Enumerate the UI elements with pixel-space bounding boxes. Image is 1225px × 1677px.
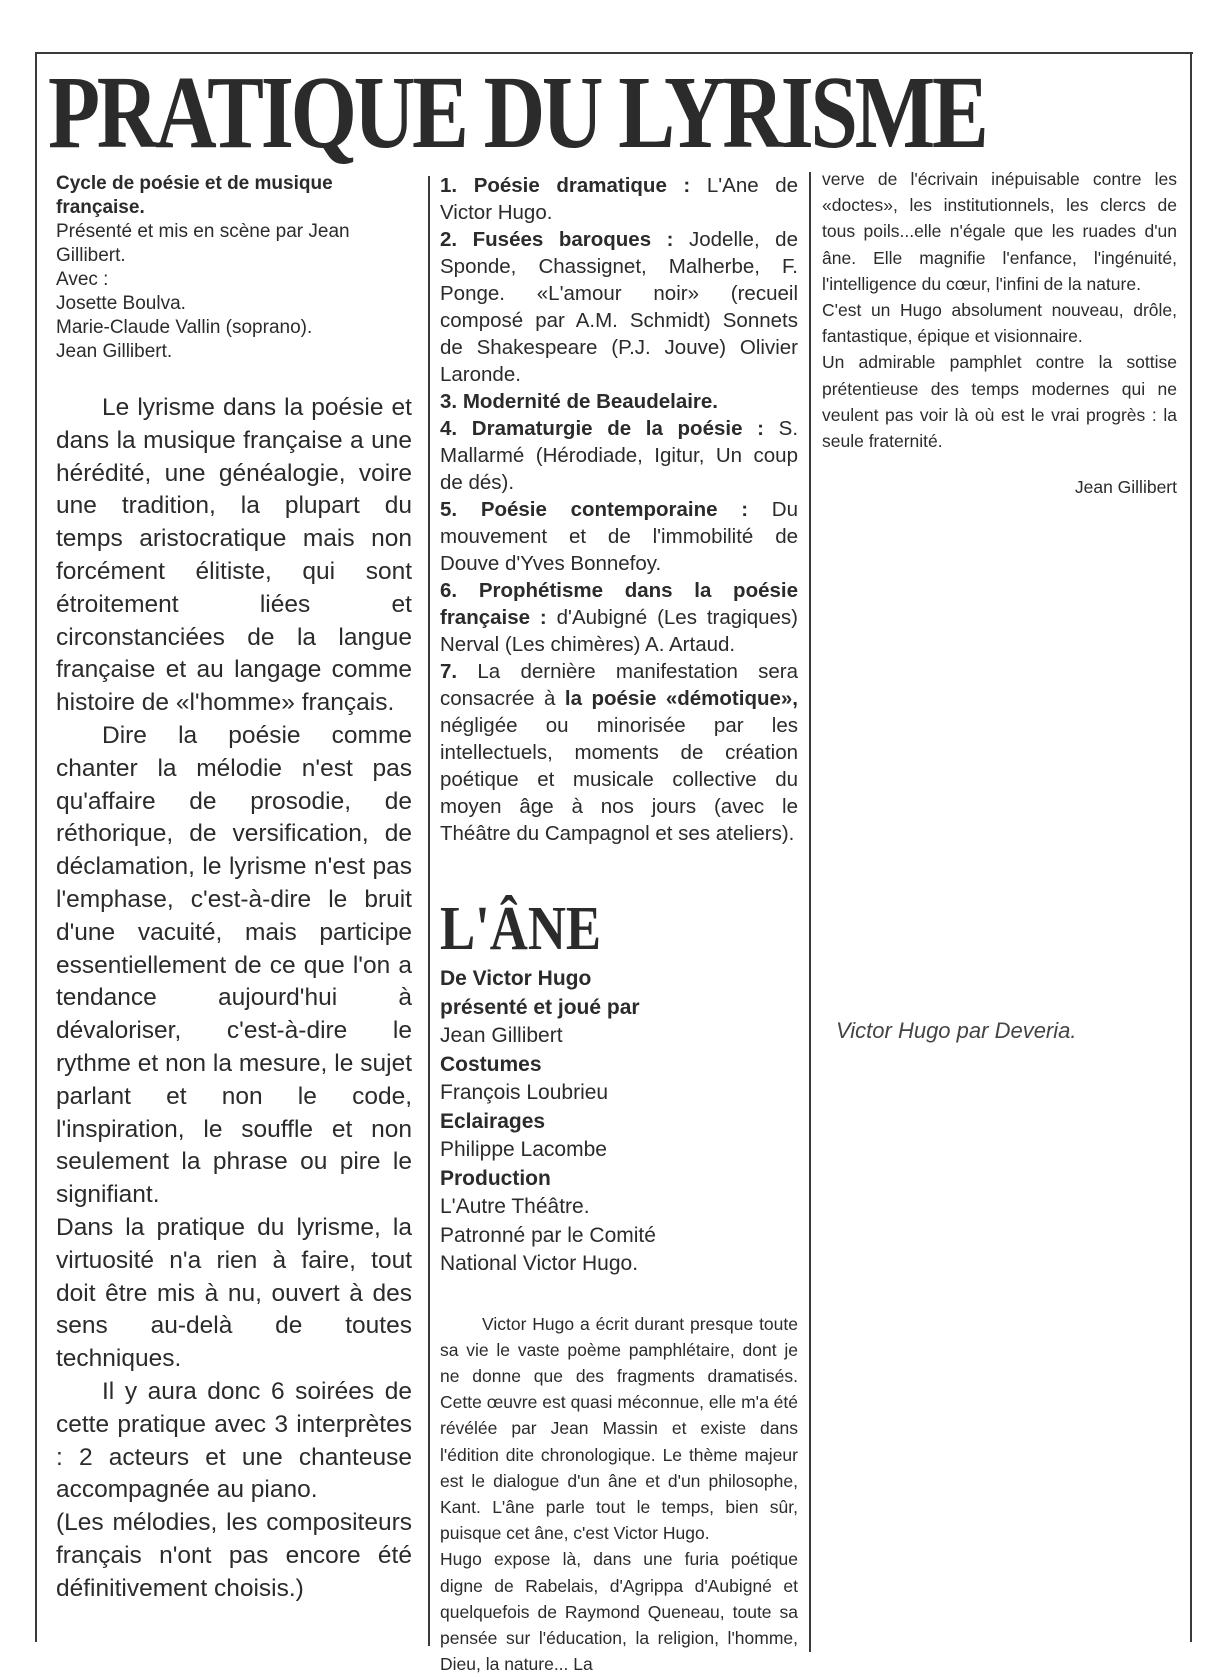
- program-text: La dernière manifestation sera consacrée à: [440, 660, 798, 710]
- column-right: [822, 166, 1177, 500]
- ane-text: [440, 1311, 798, 1677]
- column-left: [56, 172, 412, 1605]
- column-divider-2: [809, 172, 811, 1652]
- paragraph: Dans la pratique du lyrisme, la virtuosité n'a rien à faire, tout doit être mis à nu, ouvert à des sens au-delà de toutes techniques.: [56, 1212, 412, 1376]
- credit-role: Production: [440, 1165, 798, 1194]
- cast-member: Josette Boulva.: [56, 292, 412, 316]
- frame-top-rule: [35, 52, 1193, 54]
- cast-member: Marie-Claude Vallin (soprano).: [56, 316, 412, 340]
- patron-line: National Victor Hugo.: [440, 1250, 798, 1279]
- program-heading: Dramaturgie de la poésie :: [472, 417, 764, 440]
- program-heading: la poésie «démotique»,: [565, 687, 798, 710]
- column-divider-1: [428, 176, 430, 1646]
- paragraph: C'est un Hugo absolument nouveau, drôle, fantastique, épique et visionnaire.: [822, 297, 1177, 349]
- paragraph: (Les mélodies, les compositeurs français n'ont pas encore été définitivement choisis.): [56, 1507, 412, 1605]
- program-heading: Modernité de Beaudelaire.: [463, 390, 718, 413]
- program-item: [440, 658, 798, 847]
- credit-role: Eclairages: [440, 1108, 798, 1137]
- intro-block: [56, 172, 412, 364]
- patron-line: Patronné par le Comité: [440, 1222, 798, 1251]
- program-text: S. Mallarmé (Hérodiade, Igitur, Un coup de dés).: [440, 417, 798, 494]
- program-text: d'Aubigné (Les tragiques) Nerval (Les chimères) A. Artaud.: [440, 606, 798, 656]
- paragraph: verve de l'écrivain inépuisable contre les «doctes», les institutionnels, les clercs de tous poils...elle n'égale que les ruades d'un âne. Elle magnifie l'enfance, l'ingénuité, l'intelligence du cœur, l'infini de la nature.: [822, 166, 1177, 297]
- program-number: 7.: [440, 660, 457, 683]
- column-middle: [440, 172, 798, 1677]
- program-item: [440, 172, 798, 226]
- program-text: négligée ou minorisée par les intellectuels, moments de création poétique et musicale collective du moyen âge à nos jours (avec le Théâtre du Campagnol et ses ateliers).: [440, 714, 798, 845]
- paragraph: Un admirable pamphlet contre la sottise prétentieuse des temps modernes qui ne veulent pas voir là où est le vrai progrès : la seule fraternité.: [822, 349, 1177, 454]
- credit-name: François Loubrieu: [440, 1079, 798, 1108]
- ane-author-line: présenté et joué par: [440, 994, 798, 1023]
- lyrisme-text: [56, 392, 412, 1605]
- ane-author-line: De Victor Hugo: [440, 965, 798, 994]
- signature: Jean Gillibert: [822, 474, 1177, 500]
- program-item: [440, 415, 798, 496]
- image-caption: Victor Hugo par Deveria.: [836, 1017, 1136, 1045]
- program-heading: Prophétisme dans la poésie française :: [440, 579, 798, 629]
- program-number: 1.: [440, 174, 457, 197]
- credit-name: L'Autre Théâtre.: [440, 1193, 798, 1222]
- program-heading: Poésie contemporaine :: [481, 498, 748, 521]
- program-number: 6.: [440, 579, 457, 602]
- program-text: Du mouvement et de l'immobilité de Douve d'Yves Bonnefoy.: [440, 498, 798, 575]
- ane-title: L'ÂNE: [440, 897, 744, 961]
- frame-right-rule: [1190, 52, 1192, 1642]
- paragraph: Le lyrisme dans la poésie et dans la musique française a une hérédité, une généalogie, voire une tradition, la plupart du temps aristocratique mais non forcément élitiste, qui sont étroitement liées et circonstanciées de la langue française et au langage comme histoire de «l'homme» français.: [56, 392, 412, 720]
- program-text: Jodelle, de Sponde, Chassignet, Malherbe, F. Ponge. «L'amour noir» (recueil composé par A.M. Schmidt) Sonnets de Shakespeare (P.J. Jouve) Olivier Laronde.: [440, 228, 798, 386]
- paragraph: Hugo expose là, dans une furia poétique digne de Rabelais, d'Agrippa d'Aubigné et quelquefois de Raymond Queneau, toute sa pensée sur l'éducation, la religion, l'homme, Dieu, la nature... La: [440, 1546, 798, 1677]
- program-list: [440, 172, 798, 847]
- credit-role: Costumes: [440, 1051, 798, 1080]
- paragraph: Victor Hugo a écrit durant presque toute sa vie le vaste poème pamphlétaire, dont je ne donne que des fragments dramatisés. Cette œuvre est quasi méconnue, elle m'a été révélée par Jean Massin et existe dans l'édition dite chronologique. Le thème majeur est le dialogue d'un âne et d'un philosophe, Kant. L'âne parle tout le temps, bien sûr, puisque cet âne, c'est Victor Hugo.: [440, 1311, 798, 1547]
- ane-performer: Jean Gillibert: [440, 1022, 798, 1051]
- program-number: 3.: [440, 390, 457, 413]
- program-heading: Poésie dramatique :: [474, 174, 691, 197]
- program-item: [440, 496, 798, 577]
- program-number: 2.: [440, 228, 457, 251]
- frame-left-rule: [35, 52, 37, 1642]
- program-heading: Fusées baroques :: [473, 228, 674, 251]
- program-text: L'Ane de Victor Hugo.: [440, 174, 798, 224]
- program-item: [440, 388, 798, 415]
- intro-presented: Présenté et mis en scène par Jean Gillibert.: [56, 220, 412, 268]
- page-title: PRATIQUE DU LYRISME: [48, 58, 986, 168]
- intro-with: Avec :: [56, 268, 412, 292]
- program-item: [440, 226, 798, 388]
- program-number: 5.: [440, 498, 457, 521]
- paragraph: Il y aura donc 6 soirées de cette pratique avec 3 interprètes : 2 acteurs et une chanteuse accompagnée au piano.: [56, 1376, 412, 1507]
- intro-lead: Cycle de poésie et de musique française.: [56, 172, 412, 220]
- program-number: 4.: [440, 417, 457, 440]
- ane-text-continued: [822, 166, 1177, 454]
- paragraph: Dire la poésie comme chanter la mélodie n'est pas qu'affaire de prosodie, de réthorique, de versification, de déclamation, le lyrisme n'est pas l'emphase, c'est-à-dire le bruit d'une vacuité, mais participe essentiellement de ce que l'on a tendance aujourd'hui à dévaloriser, c'est-à-dire le rythme et non la mesure, le sujet parlant et non le code, l'inspiration, le souffle et non seulement la phrase ou pire le signifiant.: [56, 720, 412, 1212]
- credit-name: Philippe Lacombe: [440, 1136, 798, 1165]
- cast-member: Jean Gillibert.: [56, 340, 412, 364]
- program-item: [440, 577, 798, 658]
- ane-credits: [440, 965, 798, 1279]
